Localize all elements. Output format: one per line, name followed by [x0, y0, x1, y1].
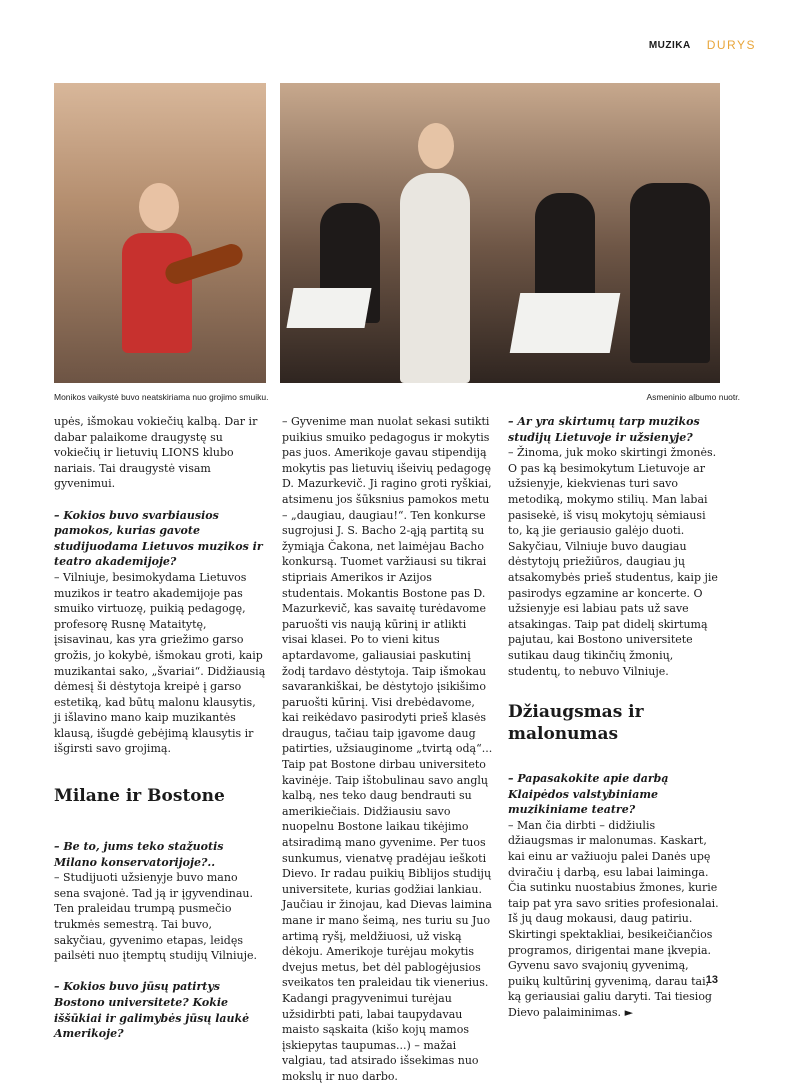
page-header	[649, 38, 756, 52]
column-3	[508, 414, 720, 1021]
photo-girl-violin	[54, 83, 266, 383]
paragraph: – Man čia dirbti – didžiulis džiaugsmas ir malonumas. Kaskart, kai einu ar važiuoju palei Danės upę dviračiu į darbą, esu labai laiminga. Čia sutinku nuostabius žmones, kurie taip pat yra savo srities profesionalai. Iš jų daug mokausi, daug patiriu. Skirtingi spektakliai, besikeičiančios programos, dirigentai mane įkvepia. Gyvenu savo svajonių gyvenimą, puikų kultūrinį gyvenimą, darau tai, ką geriausiai galiu daryti. Tai tiesiog Dievo palaiminimas.	[508, 818, 719, 1019]
section-heading: Džiaugsmas ir malonumas	[508, 702, 644, 745]
paragraph: – Studijuoti užsienyje buvo mano sena svajonė. Tad ją ir įgyvendinau. Ten praleidau trumpą pusmečio trukmės semestrą. Tai buvo, sakyčiau, gyvenimo etapas, leidęs pailsėti nuo įtemptų studijų Vilniuje.	[54, 871, 258, 963]
paragraph: – Žinoma, juk moko skirtingi žmonės. O pas ką besimokytum Lietuvoje ar užsienyje, kiekvienas turi savo metodiką, mokymo stilių. Man labai pasisekė, iš visų mokytojų sėmiausi to, ką jie geriausio galėjo duoti. Sakyčiau, Vilniuje buvo daugiau dėstytojų priežiūros, daugiau jų atsakomybės prieš studentus, kaip jie pasirodys egzamine ar koncerte. O užsienyje esi labiau pats už save atsakingas. Taip pat didelį skirtumą pajutau, kai Bostono universitete sutikau daug tikinčių žmonių, studentų, to nebuvo Vilniuje.	[508, 446, 718, 678]
interview-question: – Ar yra skirtumų tarp muzikos studijų Lietuvoje ir užsienyje?	[508, 415, 700, 444]
section-heading: Milane ir Bostone	[54, 786, 225, 807]
column-1	[54, 414, 266, 1042]
interview-question: – Papasakokite apie darbą Klaipėdos valstybiniame muzikiniame teatre?	[508, 772, 669, 817]
photo-credit: Asmeninio albumo nuotr.	[646, 392, 740, 402]
paragraph: upės, išmokau vokiečių kalbą. Dar ir dabar palaikome draugystę su vokiečių ir lietuvių LIONS klubo nariais. Tai draugystė visam gyvenimui.	[54, 415, 258, 491]
photo-orchestra-performance	[280, 83, 720, 383]
paragraph: – Vilniuje, besimokydama Lietuvos muzikos ir teatro akademijoje pas smuiko virtuozę, puikią pedagogę, profesorę Rusnę Mataitytę, įsisavinau, kas yra griežimo garso grožis, jo kokybė, išmokau groti, kaip muzikantai sako, „švariai“. Didžiausią dėmesį ši dėstytoja kreipė į garso estetiką, kad būtų malonu klausytis, ji išlavino mano kaip muzikantės klausą, išugdė gebėjimą klausytis ir išgirsti savo grojimą.	[54, 570, 266, 756]
music-stand-shape	[510, 293, 621, 353]
end-arrow-icon: ►	[624, 1006, 634, 1019]
magazine-brand: DURYS	[706, 38, 756, 52]
paragraph: – Gyvenime man nuolat sekasi sutikti puikius smuiko pedagogus ir mokytis pas juos. Amerikoje gavau stipendiją mokytis pas lietuvių išeivių pedagogę D. Mazurkevič. Ji ragino groti ryškiai, atsimenu jos šūksnius pamokos metu – „daugiau, daugiau!“. Ten konkurse sugrojusi J. S. Bacho 2-ąją partitą su žymiąja Čakona, net laimėjau Bacho konkursą. Tuomet varžiausi su tikrai stipriais Amerikos ir Azijos studentais. Mokantis Bostone pas D. Mazurkevič, kas savaitę turėdavome paruošti vis naują kūrinį ir atlikti visai klasei. Po to vieni kitus aptardavome, galiausiai paskutinį žodį tardavo dėstytoja. Taip išmokau savarankiškai, be dėstytojo įsikišimo paruošti kūrinį. Visi drebėdavome, kai reikėdavo pasirodyti prieš klasės draugus, tačiau taip įgavome daug patirties, užsiauginome „tvirtą odą“... Taip pat Bostone dirbau universiteto kavinėje. Taip ištobulinau savo anglų kalbą, nes teko daug bendrauti su amerikiečiais. Didžiausiu savo nuopelnu Bostone laikau tikėjimo atsiradimą mano gyvenime. Per tuos sunkumus, vienatvę pradėjau ieškoti Dievo. Ir radau puikių Biblijos studijų universitete, kurias godžiai lankiau. Jaučiau ir žinojau, kad Dievas laimina mane ir mano šeimą, nes turiu su Juo artimą ryšį, meldžiuosi, už viską dėkoju. Amerikoje turėjau mokytis dvejus metus, bet dėl pablogėjusios sveikatos ten praleidau tik vienerius. Kadangi pragyvenimui turėjau užsidirbti pati, labai taupydavau maisto sąskaita (kišo kojų mamos įskiepytas taupumas...) – mažai valgiau, tad atsirado išsekimas nuo mokslų ir nuo darbo.	[282, 415, 493, 1083]
interview-question: – Kokios buvo svarbiausios pamokos, kurias gavote studijuodama Lietuvos muzikos ir teatro akademijoje?	[54, 508, 263, 569]
photo-caption: Monikos vaikystė buvo neatskiriama nuo grojimo smuiku.	[54, 392, 269, 402]
soloist-head-shape	[418, 123, 454, 169]
orchestra-player-shape	[630, 183, 710, 363]
column-2	[282, 414, 494, 1085]
interview-question: – Be to, jums teko stažuotis Milano konservatorijoje?..	[54, 840, 224, 869]
page-number: 13	[705, 974, 718, 986]
music-stand-shape	[286, 288, 371, 328]
soloist-shape	[400, 173, 470, 383]
interview-question: – Kokios buvo jūsų patirtys Bostono universitete? Kokie iššūkiai ir galimybės jūsų laukė Amerikoje?	[54, 980, 250, 1041]
girl-dress-shape	[122, 233, 192, 353]
section-label: MUZIKA	[648, 39, 691, 51]
girl-head-shape	[139, 183, 179, 231]
